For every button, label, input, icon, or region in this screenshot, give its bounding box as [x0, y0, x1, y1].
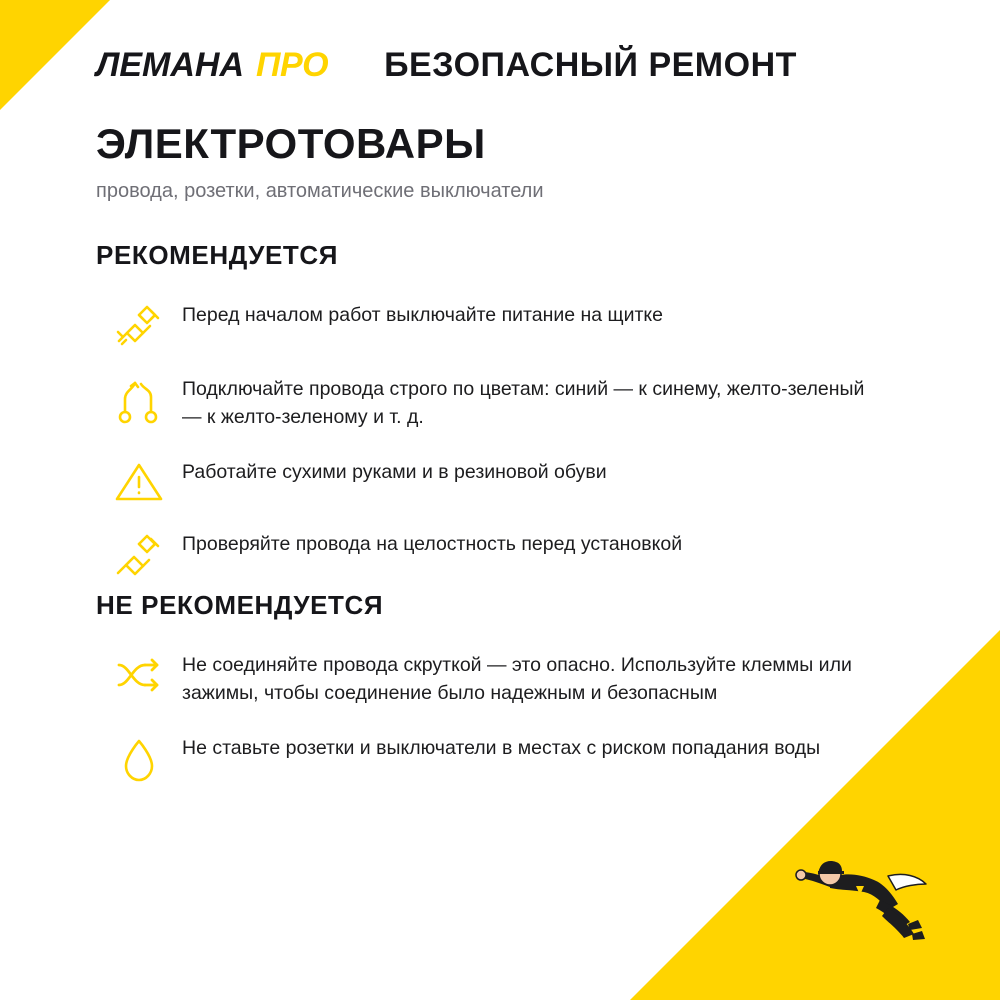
flying-worker-mascot: [792, 842, 942, 952]
list-item-text: Проверяйте провода на целостность перед установкой: [182, 532, 683, 555]
section-not-recommended: [96, 590, 930, 812]
list-item-text: Не ставьте розетки и выключатели в местах с риском попадания воды: [182, 736, 821, 759]
section-title-recommended: РЕКОМЕНДУЕТСЯ: [96, 240, 339, 270]
wire-colors-icon: [96, 375, 182, 427]
decorative-corner-top-left: [0, 0, 110, 110]
plug-check-icon: [96, 530, 182, 578]
header: [96, 40, 940, 90]
list-item: [96, 734, 930, 786]
page-subtitle: провода, розетки, автоматические выключатели: [96, 180, 544, 202]
list-item: [96, 375, 930, 432]
section-recommended: [96, 240, 930, 604]
header-title: БЕЗОПАСНЫЙ РЕМОНТ: [384, 45, 797, 84]
list-item-text: Перед началом работ выключайте питание на щитке: [182, 304, 663, 326]
crossed-wires-icon: [96, 651, 182, 697]
page-title: ЭЛЕКТРОТОВАРЫ: [96, 120, 486, 167]
logo-main-text: ЛЕМАНА: [96, 45, 245, 84]
warning-triangle-icon: [96, 458, 182, 504]
list-item-text: Подключайте провода строго по цветам: синий — к синему, желто-зеленый — к желто-зеленому и т. д.: [182, 378, 865, 429]
logo-accent-text: ПРО: [256, 45, 329, 84]
brand-logo: [96, 46, 328, 85]
plug-connect-icon: [96, 301, 182, 349]
list-item: [96, 651, 930, 708]
list-item: [96, 301, 930, 349]
title-block: [96, 120, 940, 203]
list-item-text: Не соединяйте провода скруткой — это опасно. Используйте клеммы или зажимы, чтобы соединение было надежным и безопасным: [182, 654, 852, 705]
list-item: [96, 458, 930, 504]
list-item: [96, 530, 930, 578]
section-title-not-recommended: НЕ РЕКОМЕНДУЕТСЯ: [96, 590, 384, 620]
water-drop-icon: [96, 734, 182, 786]
list-item-text: Работайте сухими руками и в резиновой обуви: [182, 460, 607, 483]
